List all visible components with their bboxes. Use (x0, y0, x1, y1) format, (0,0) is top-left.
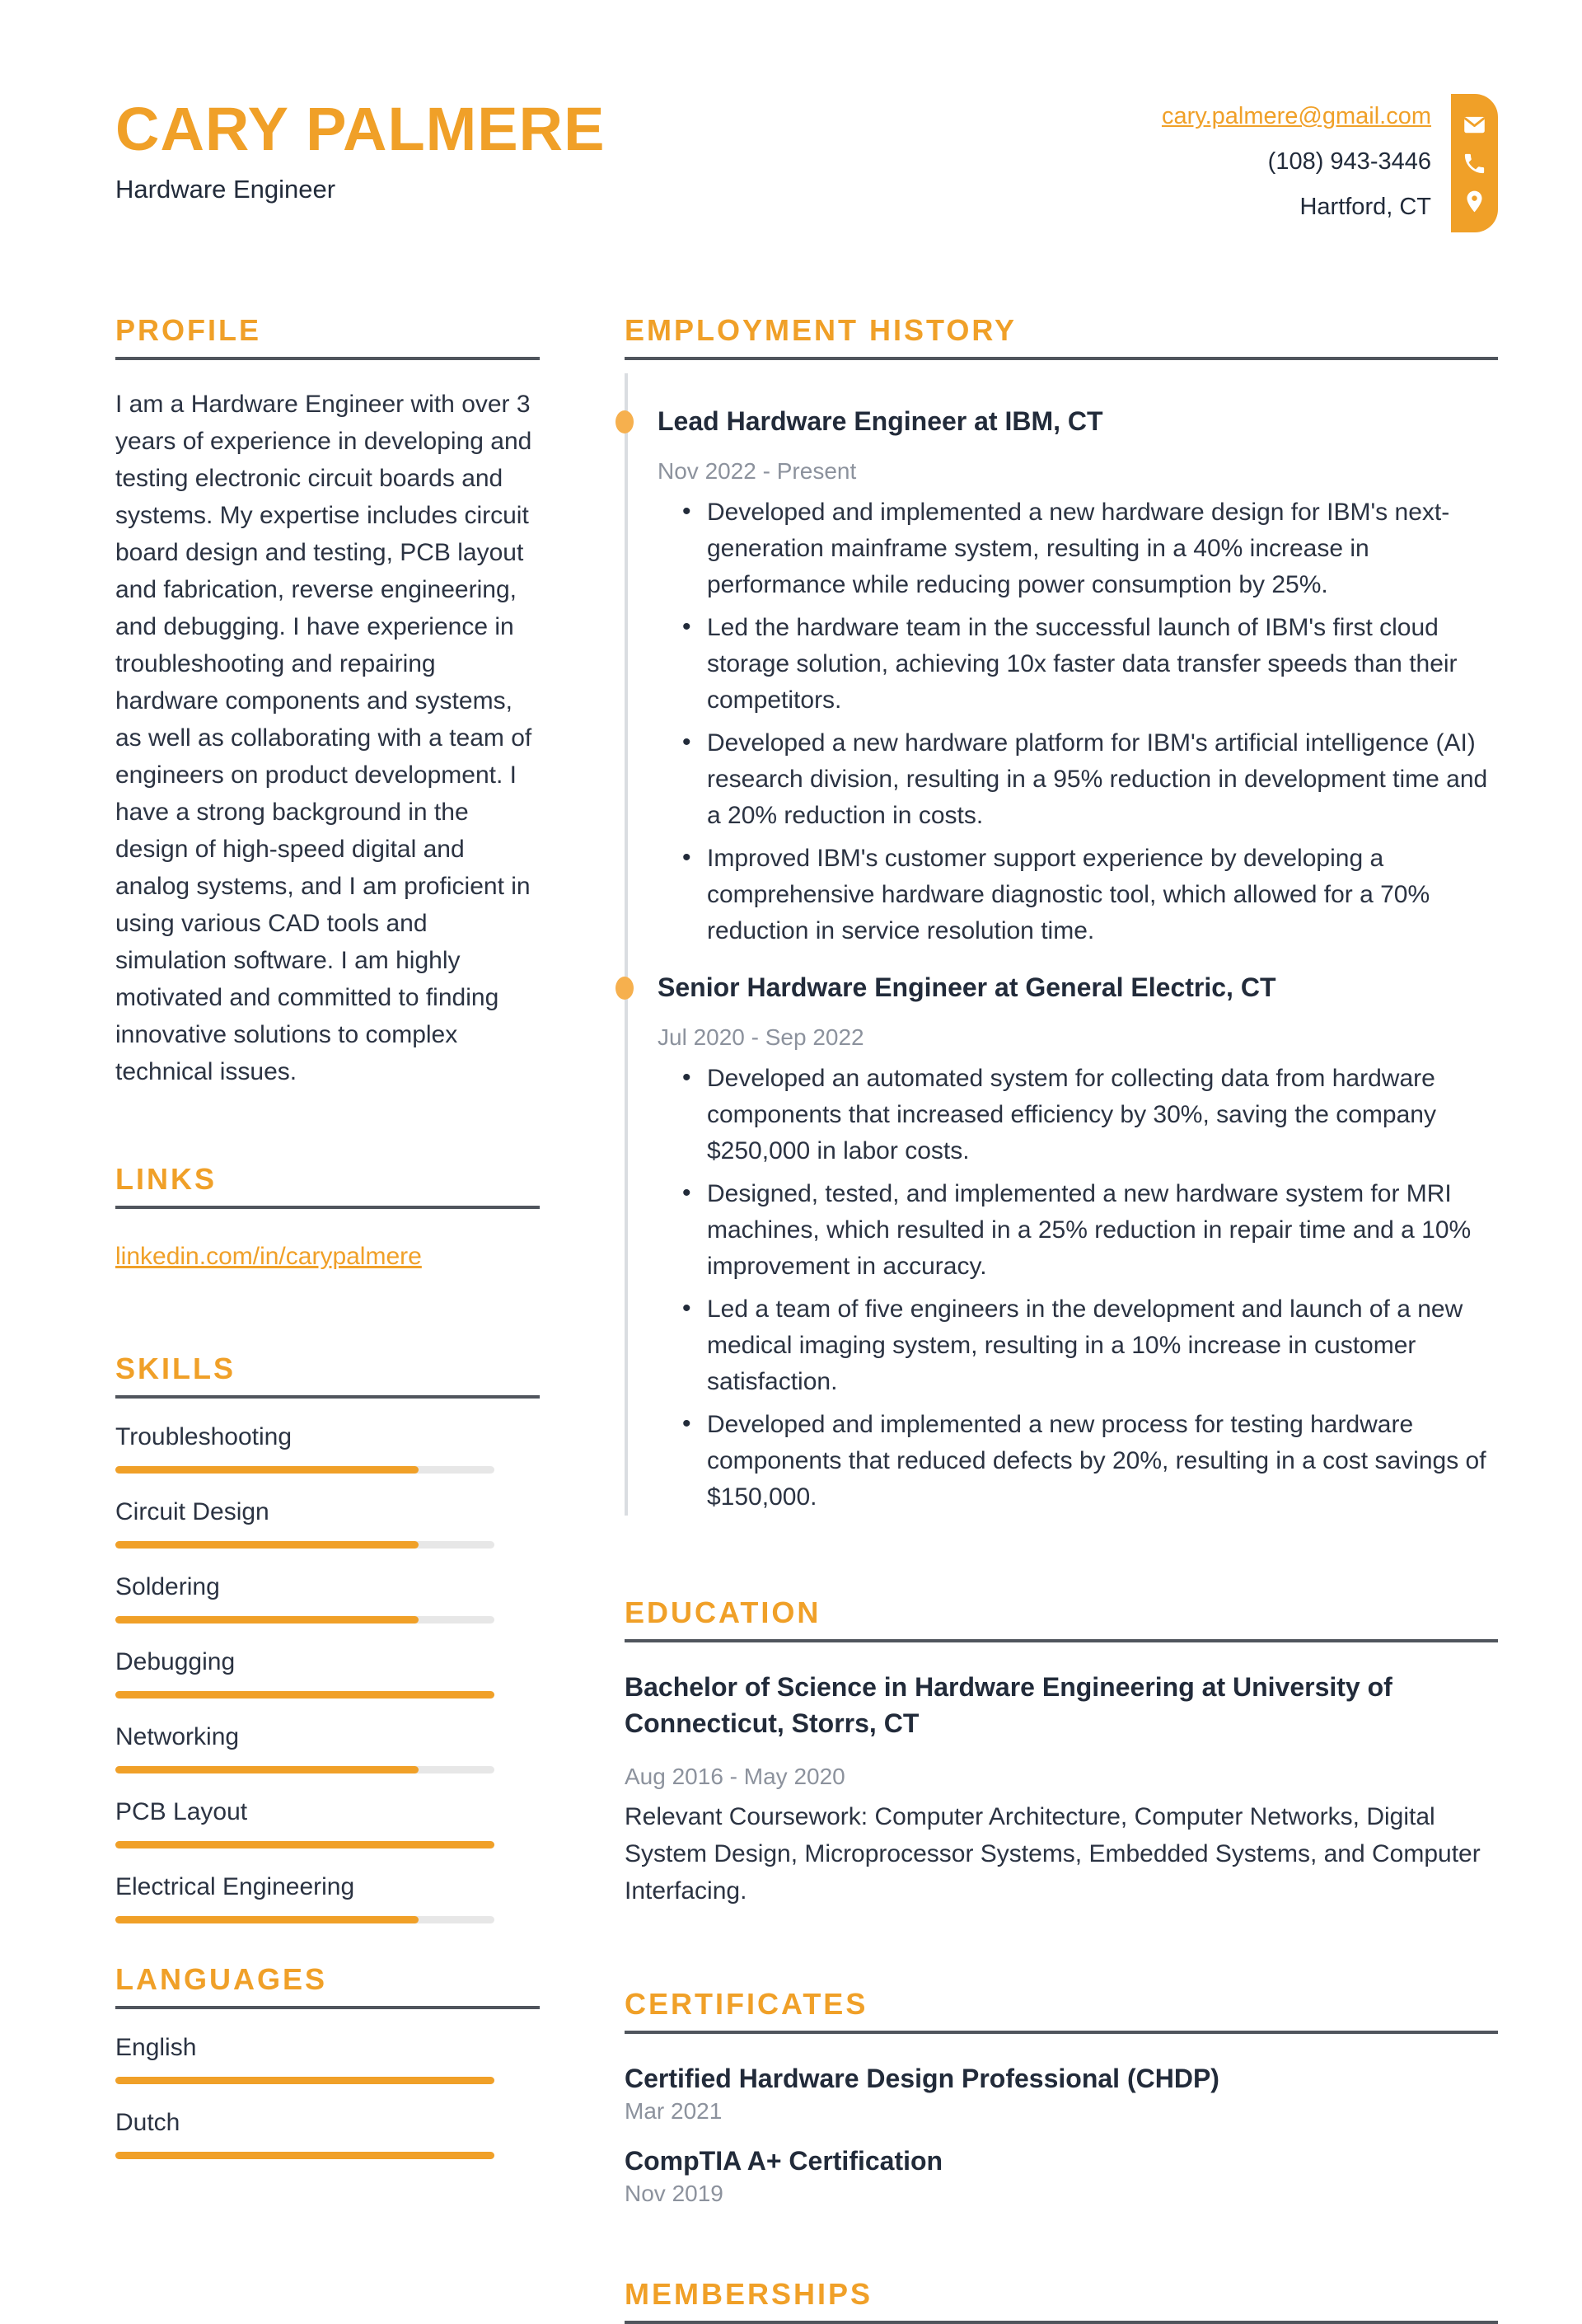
education-entry (625, 1669, 1498, 1909)
education-heading: EDUCATION (625, 1595, 821, 1630)
job-bullet (682, 841, 1498, 949)
skill-bar-fill (115, 1691, 494, 1698)
job-bullet-text: Designed, tested, and implemented a new hardware system for MRI machines, which resulted in a 25% reduction in repair time and a 10% improvement in accuracy. (707, 1180, 1472, 1281)
memberships-heading: MEMBERSHIPS (625, 2276, 873, 2311)
language-bar-fill (115, 2152, 494, 2159)
section-languages (115, 1963, 540, 2159)
certificate-entry (625, 2062, 1498, 2125)
job-bullet-text: Developed an automated system for collecting data from hardware components that increased efficiency by 30%, saving the company $250,000 in labor costs. (707, 1065, 1436, 1165)
job-bullet-text: Developed a new hardware platform for IBM's artificial intelligence (AI) research division, resulting in a 95% reduction in development time and a 20% reduction in costs. (707, 729, 1488, 830)
skill-bar (115, 1766, 494, 1773)
skill-bar (115, 1691, 494, 1698)
job-bullet-text: Developed and implemented a new hardware design for IBM's next-generation mainframe system, resulting in a 40% increase in performance while reducing power consumption by 25%. (707, 499, 1450, 599)
job-entry (658, 405, 1498, 950)
skills-heading: SKILLS (115, 1352, 236, 1385)
education-title: Bachelor of Science in Hardware Engineering at University of Connecticut, Storrs, CT (625, 1672, 1392, 1739)
section-certificates (625, 1988, 1498, 2207)
language-label: Dutch (115, 2109, 180, 2136)
job-bullet (682, 1291, 1498, 1400)
skill-bar-fill (115, 1841, 494, 1848)
skill-bar-fill (115, 1466, 419, 1474)
skill-row (115, 1498, 540, 1549)
language-label: English (115, 2034, 197, 2061)
job-dates: Jul 2020 - Sep 2022 (658, 1024, 864, 1051)
job-dates: Nov 2022 - Present (658, 458, 857, 485)
job-bullet (682, 610, 1498, 719)
location-pin-icon (1462, 189, 1487, 214)
skill-bar-fill (115, 1616, 419, 1624)
section-rule (625, 2321, 1498, 2324)
language-bar (115, 2077, 494, 2084)
left-column (115, 314, 540, 2324)
job-bullet-text: Led the hardware team in the successful launch of IBM's first cloud storage solution, achieving 10x faster data transfer speeds than their competitors. (707, 614, 1458, 715)
skill-bar (115, 1916, 494, 1923)
section-rule (115, 1395, 540, 1399)
person-job-title: Hardware Engineer (115, 175, 336, 204)
skill-label: Troubleshooting (115, 1423, 293, 1450)
employment-heading: EMPLOYMENT HISTORY (625, 313, 1018, 347)
language-bar (115, 2152, 494, 2159)
skill-label: Electrical Engineering (115, 1873, 355, 1900)
location-text: Hartford, CT (1299, 194, 1431, 220)
skill-label: PCB Layout (115, 1798, 248, 1825)
job-bullet-text: Developed and implemented a new process for testing hardware components that reduced defects by 20%, resulting in a cost savings of $150,000. (707, 1411, 1486, 1511)
email-icon (1462, 112, 1487, 138)
education-dates: Aug 2016 - May 2020 (625, 1763, 845, 1789)
contact-icon-bar (1451, 94, 1498, 232)
bullet-icon: • (682, 613, 691, 641)
skill-bar (115, 1466, 494, 1474)
phone-icon (1462, 151, 1487, 176)
skill-bar (115, 1541, 494, 1549)
certificate-title: CompTIA A+ Certification (625, 2145, 943, 2176)
job-bullet (682, 1061, 1498, 1169)
bullet-icon: • (682, 1064, 691, 1092)
person-name: CARY PALMERE (115, 95, 606, 163)
employment-timeline (625, 373, 1498, 1516)
job-entry (658, 972, 1498, 1516)
skill-row (115, 1648, 540, 1698)
section-rule (115, 357, 540, 360)
section-profile (115, 314, 540, 1090)
section-education (625, 1596, 1498, 1909)
contact-block (1162, 92, 1498, 232)
job-bullet (682, 725, 1498, 834)
languages-heading: LANGUAGES (115, 1962, 328, 1996)
skill-row (115, 1723, 540, 1773)
bullet-icon: • (682, 1179, 691, 1207)
profile-text: I am a Hardware Engineer with over 3 years of experience in developing and testing electronic circuit boards and systems. My expertise includes circuit board design and testing, PCB layout and fabrication, reverse engineering, and debugging. I have experience in troubleshooting and repairing hardware components and systems, as well as collaborating with a team of engineers on product development. I have a strong background in the design of high-speed digital and analog systems, and I am proficient in using various CAD tools and simulation software. I am highly motivated and committed to finding innovative solutions to complex technical issues. (115, 391, 532, 1085)
header (115, 92, 1498, 232)
skill-row (115, 1423, 540, 1474)
section-rule (625, 357, 1498, 360)
job-bullet-text: Improved IBM's customer support experience by developing a comprehensive hardware diagnostic tool, which allowed for a 70% reduction in service resolution time. (707, 845, 1430, 945)
job-title: Senior Hardware Engineer at General Electric, CT (658, 972, 1276, 1002)
section-employment (625, 314, 1498, 1516)
skill-bar-fill (115, 1766, 419, 1773)
section-links (115, 1163, 540, 1272)
job-bullet (682, 1176, 1498, 1285)
job-title: Lead Hardware Engineer at IBM, CT (658, 405, 1103, 436)
phone-number: (108) 943-3446 (1267, 148, 1431, 175)
section-rule (115, 2006, 540, 2009)
skill-bar-fill (115, 1541, 419, 1549)
language-row (115, 2109, 540, 2159)
email-link[interactable]: cary.palmere@gmail.com (1161, 103, 1431, 129)
linkedin-link[interactable]: linkedin.com/in/carypalmere (115, 1243, 422, 1270)
skill-label: Circuit Design (115, 1498, 269, 1525)
section-rule (625, 1639, 1498, 1642)
skill-bar-fill (115, 1916, 419, 1923)
job-bullet (682, 494, 1498, 603)
timeline-dot-icon (615, 977, 634, 1000)
section-rule (625, 2031, 1498, 2034)
section-skills (115, 1352, 540, 1923)
section-rule (115, 1206, 540, 1209)
skill-label: Soldering (115, 1573, 220, 1600)
skill-bar (115, 1841, 494, 1848)
certificate-entry (625, 2144, 1498, 2207)
certificate-title: Certified Hardware Design Professional (CHDP) (625, 2063, 1219, 2093)
links-heading: LINKS (115, 1162, 217, 1196)
bullet-icon: • (682, 498, 691, 526)
skill-row (115, 1573, 540, 1624)
job-bullet (682, 1407, 1498, 1516)
skill-label: Debugging (115, 1648, 236, 1675)
main-content (115, 314, 1498, 2324)
job-bullet-list (658, 1061, 1498, 1516)
bullet-icon: • (682, 1295, 691, 1323)
language-row (115, 2034, 540, 2084)
language-bar-fill (115, 2077, 494, 2084)
skill-bar (115, 1616, 494, 1624)
bullet-icon: • (682, 844, 691, 872)
section-memberships (625, 2278, 1498, 2324)
contact-lines (1162, 94, 1431, 230)
skill-row (115, 1798, 540, 1848)
skill-label: Networking (115, 1723, 240, 1750)
job-bullet-text: Led a team of five engineers in the development and launch of a new medical imaging system, resulting in a 10% increase in customer satisfaction. (707, 1296, 1463, 1396)
certificate-dates: Mar 2021 (625, 2097, 723, 2124)
identity-block (115, 92, 605, 204)
profile-heading: PROFILE (115, 313, 262, 347)
bullet-icon: • (682, 1410, 691, 1438)
right-column (625, 314, 1498, 2324)
certificates-heading: CERTIFICATES (625, 1986, 868, 2021)
timeline-dot-icon (615, 410, 634, 433)
certificate-dates: Nov 2019 (625, 2180, 723, 2206)
bullet-icon: • (682, 729, 691, 757)
education-description: Relevant Coursework: Computer Architecture, Computer Networks, Digital System Design, Microprocessor Systems, Embedded Systems, and Computer Interfacing. (625, 1802, 1481, 1905)
skill-row (115, 1873, 540, 1923)
job-bullet-list (658, 494, 1498, 949)
